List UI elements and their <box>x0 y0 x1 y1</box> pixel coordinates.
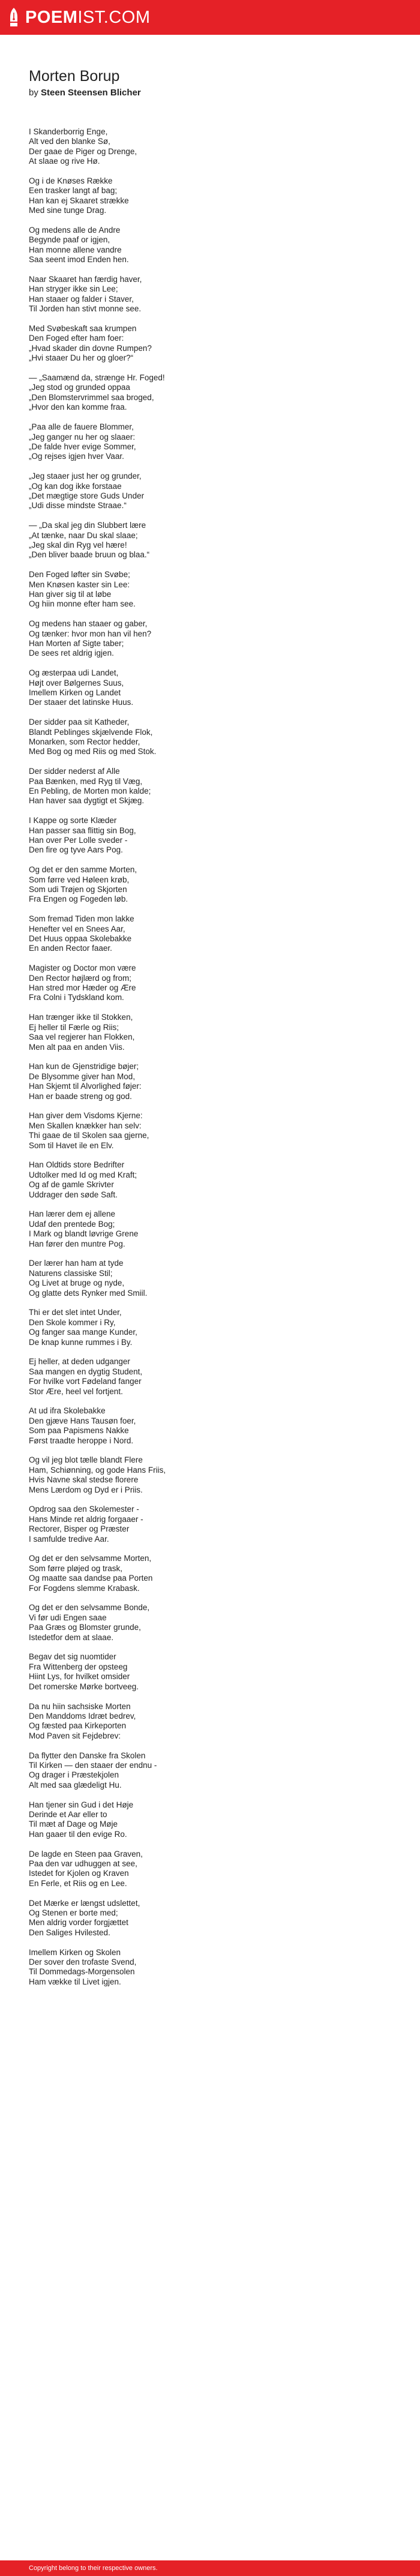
poem-line: Og det er den selvsamme Bonde, <box>29 1603 150 1613</box>
poem-line: Og Livet at bruge og nyde, <box>29 1278 125 1288</box>
logo-text <box>25 7 151 28</box>
poem-line: Han er baade streng og god. <box>29 1091 132 1101</box>
poem-line: Da nu hiin sachsiske Morten <box>29 1701 131 1711</box>
poem-line: En Ferle, et Riis og en Lee. <box>29 1878 127 1888</box>
poem-line: Han kan ej Skaaret strække <box>29 196 129 205</box>
poem-line: Det Huus oppaa Skolebakke <box>29 934 132 944</box>
poem-line: En anden Rector faaer. <box>29 944 112 953</box>
poem-line: Den Manddoms Idræt bedrev, <box>29 1711 136 1721</box>
poem-line: Thi er det slet intet Under, <box>29 1308 122 1317</box>
poem-line: Uddrager den søde Saft. <box>29 1190 118 1199</box>
stanza <box>29 767 391 806</box>
poem-body <box>29 127 391 1987</box>
stanza <box>29 1899 391 1938</box>
poem-line: Opdrog saa den Skolemester - <box>29 1505 139 1514</box>
poem-line: Den fire og tyve Aars Pog. <box>29 845 123 855</box>
poem-line: Han passer saa flittig sin Bog, <box>29 825 136 835</box>
poem-line: Vi før udi Engen saae <box>29 1613 107 1622</box>
author-link[interactable]: Steen Steensen Blicher <box>41 88 141 98</box>
poem-line: „At tænke, naar Du skal slaae; <box>29 530 138 540</box>
poem-line: Som til Havet ile en Elv. <box>29 1140 114 1150</box>
stanza <box>29 1505 391 1544</box>
poem-line: Rectorer, Bisper og Præster <box>29 1524 130 1534</box>
stanza <box>29 1111 391 1151</box>
poem-line: Som paa Papismens Nakke <box>29 1426 129 1436</box>
poem-line: Og fæsted paa Kirkeporten <box>29 1721 127 1731</box>
poem-line: Een trasker langt af bag; <box>29 186 118 196</box>
poem-line: Og vil jeg blot tælle blandt Flere <box>29 1455 143 1465</box>
poem-line: I Kappe og sorte Klæder <box>29 816 117 825</box>
stanza <box>29 816 391 855</box>
stanza <box>29 1062 391 1101</box>
poem-line: I Skanderborrig Enge, <box>29 127 108 136</box>
poem-line: De Blysomme giver han Mod, <box>29 1071 136 1081</box>
poem-line: „Den bliver baade bruun og blaa.“ <box>29 550 150 560</box>
poem-line: Først traadte heroppe i Nord. <box>29 1436 134 1445</box>
stanza <box>29 176 391 216</box>
stanza <box>29 963 391 1003</box>
poem-line: „Og kan dog ikke forstaae <box>29 481 122 491</box>
poem-line: Udtolker med Id og med Kraft; <box>29 1170 137 1179</box>
poem-line: Højt over Bølgernes Suus, <box>29 678 124 687</box>
poem-line: Som fremad Tiden mon lakke <box>29 914 134 924</box>
poem-line: Mod Paven sit Fejdebrev: <box>29 1731 121 1740</box>
logo-text-regular: IST.COM <box>77 8 151 27</box>
poem-line: Ham vække til Livet igjen. <box>29 1977 121 1986</box>
stanza <box>29 472 391 511</box>
poem-line: Fra Colni i Tydskland kom. <box>29 993 124 1002</box>
poem-line: Det Mærke er længst udslettet, <box>29 1898 140 1908</box>
stanza <box>29 373 391 413</box>
poem-line: Han gaaer til den evige Ro. <box>29 1829 127 1839</box>
poem-line: Som udi Trøjen og Skjorten <box>29 885 127 894</box>
poem-line: Han stryger ikke sin Lee; <box>29 284 118 294</box>
poem-line: Begynde paaf or igjen, <box>29 235 110 245</box>
poem-line: Saa mangen en dygtig Student, <box>29 1367 143 1376</box>
logo-text-bold: POEM <box>25 8 78 27</box>
poem-line: Og fanger saa mange Kunder, <box>29 1328 137 1337</box>
poem-line: „De falde hver evige Sommer, <box>29 442 136 451</box>
poem-line: Der sidder paa sit Katheder, <box>29 717 130 727</box>
poem-line: Der staaer det latinske Huus. <box>29 698 134 707</box>
poem-line: Mens Lærdom og Dyd er i Priis. <box>29 1485 143 1494</box>
poem-line: Den Skole kommer i Ry, <box>29 1317 116 1327</box>
poem-line: Saa seent imod Enden hen. <box>29 255 129 265</box>
poem-line: Magister og Doctor mon være <box>29 963 136 973</box>
stanza <box>29 1702 391 1742</box>
poem-line: Den Foged løfter sin Svøbe; <box>29 570 130 580</box>
stanza <box>29 1209 391 1249</box>
poem-line: „Jeg ganger nu her og slaaer: <box>29 432 136 442</box>
poem-line: Imellem Kirken og Skolen <box>29 1947 121 1957</box>
stanza <box>29 570 391 610</box>
poem-line: Paa Bænken, med Ryg til Væg, <box>29 776 143 786</box>
stanza <box>29 668 391 708</box>
poem-line: Begav det sig nuomtider <box>29 1652 116 1662</box>
stanza <box>29 1406 391 1446</box>
poem-line: Henefter vel en Snees Aar, <box>29 924 125 933</box>
poem-line: At ud ifra Skolebakke <box>29 1406 106 1416</box>
poem-line: Den Rector højlærd og from; <box>29 973 132 983</box>
poem-line: Til mæt af Dage og Møje <box>29 1820 118 1829</box>
poem-line: Udaf den prentede Bog; <box>29 1219 115 1229</box>
poem-line: De lagde en Steen paa Graven, <box>29 1849 143 1859</box>
poem-line: Han trænger ikke til Stokken, <box>29 1013 133 1022</box>
poem-line: Som førre pløjed og trask, <box>29 1563 123 1573</box>
poem-line: Men Knøsen kaster sin Lee: <box>29 580 130 589</box>
stanza <box>29 521 391 560</box>
poem-line: Han kun de Gjenstridige bøjer; <box>29 1062 139 1071</box>
poem-line: Istedet for Kjolen og Kraven <box>29 1869 129 1878</box>
footer <box>0 2560 420 2576</box>
poem-line: Stor Ære, heel vel fortjent. <box>29 1386 123 1396</box>
byline <box>29 86 391 100</box>
poem-line: Til Kirken — den staaer der endnu - <box>29 1760 157 1770</box>
poem-line: Med Bog og med Riis og med Stok. <box>29 747 157 756</box>
poem-line: Og det er den samme Morten, <box>29 865 137 875</box>
poem-line: — „Saamænd da, strænge Hr. Foged! <box>29 373 165 383</box>
stanza <box>29 324 391 364</box>
stanza <box>29 717 391 757</box>
poem-line: Imellem Kirken og Landet <box>29 687 121 697</box>
poem-line: De knap kunne rummes i By. <box>29 1337 133 1347</box>
poem-line: Thi gaae de til Skolen saa gjerne, <box>29 1131 149 1140</box>
poem-line: Han monne allene vandre <box>29 245 122 254</box>
poem-line: Den gjæve Hans Tausøn foer, <box>29 1416 136 1425</box>
stanza <box>29 1751 391 1791</box>
poem-line: Med sine tunge Drag. <box>29 206 107 215</box>
poem-line: Og i de Knøses Række <box>29 176 113 186</box>
stanza <box>29 127 391 167</box>
poem-line: Han haver saa dygtigt et Skjæg. <box>29 796 145 806</box>
poem-line: Han stred mor Hæder og Ære <box>29 983 136 993</box>
poem-line: „Den Blomstervrimmel saa broged, <box>29 392 154 402</box>
poem-line: Han giver sig til at løbe <box>29 589 112 599</box>
poem-line: Han over Per Lolle sveder - <box>29 836 128 845</box>
poem-line: Ej heller, at deden udganger <box>29 1357 130 1367</box>
poem-line: Den Foged efter ham foer: <box>29 334 124 343</box>
poem-line: Blandt Peblinges skjælvende Flok, <box>29 727 153 737</box>
poem-line: Og tænker: hvor mon han vil hen? <box>29 629 152 638</box>
poem-line: Men Skallen knækker han selv: <box>29 1121 142 1130</box>
stanza <box>29 1308 391 1347</box>
poem-line: Han Skjemt til Alvorlighed føjer: <box>29 1082 142 1091</box>
poem-line: „Og rejses igjen hver Vaar. <box>29 452 124 461</box>
poem-line: „Jeg staaer just her og grunder, <box>29 472 142 481</box>
poem-line: Hvis Navne skal stedse florere <box>29 1475 139 1485</box>
poem-line: Og det er den selvsamme Morten, <box>29 1554 152 1563</box>
site-logo[interactable] <box>8 7 151 28</box>
poem-line: Saa vel regjerer han Flokken, <box>29 1032 135 1042</box>
poem-line: Ej heller til Færle og Riis; <box>29 1022 119 1032</box>
poem-line: Og æsterpaa udi Landet, <box>29 668 119 678</box>
poem-line: Der gaae de Piger og Drenge, <box>29 146 137 156</box>
poem-line: Og glatte dets Rynker med Smiil. <box>29 1288 148 1298</box>
poem-line: „Hvad skader din dovne Rumpen? <box>29 343 152 353</box>
stanza <box>29 275 391 314</box>
stanza <box>29 1603 391 1643</box>
poem-line: Alt ved den blanke Sø, <box>29 137 110 146</box>
stanza <box>29 1160 391 1200</box>
poem-line: Og medens han staaer og gaber, <box>29 619 148 629</box>
poem-line: „Hvi staaer Du her og gloer?“ <box>29 353 134 363</box>
poem-line: I samfulde tredive Aar. <box>29 1534 109 1544</box>
poem-line: For hvilke vort Fødeland fanger <box>29 1377 142 1386</box>
poem-line: Han fører den muntre Pog. <box>29 1239 125 1248</box>
poem-line: Ham, Schiønning, og gode Hans Friis, <box>29 1465 166 1475</box>
poem-line: Men aldrig vorder forgjættet <box>29 1918 128 1928</box>
stanza <box>29 1013 391 1052</box>
poem-line: Han Oldtids store Bedrifter <box>29 1160 125 1170</box>
poem-line: Han giver dem Visdoms Kjerne: <box>29 1111 143 1121</box>
stanza <box>29 619 391 659</box>
poem-line: Han Morten af Sigte taber; <box>29 638 124 648</box>
poem-line: Og maatte saa dandse paa Porten <box>29 1574 153 1583</box>
poem-content <box>29 67 391 1997</box>
poem-line: Alt med saa glædeligt Hu. <box>29 1780 122 1790</box>
poem-line: Men alt paa en anden Viis. <box>29 1042 125 1052</box>
poem-line: Og medens alle de Andre <box>29 226 121 235</box>
poem-line: Det romerske Mørke bortveeg. <box>29 1682 139 1691</box>
pen-nib-icon <box>8 7 19 28</box>
poem-line: Og af de gamle Skrivter <box>29 1180 114 1190</box>
poem-line: At slaae og rive Hø. <box>29 157 100 166</box>
poem-line: Han staaer og falder i Staver, <box>29 294 134 304</box>
poem-line: Den Saliges Hvilested. <box>29 1928 110 1937</box>
stanza <box>29 1948 391 1987</box>
poem-line: „Det mægtige store Guds Under <box>29 491 145 500</box>
by-label: by <box>29 88 38 98</box>
poem-line: Paa den var udhuggen at see, <box>29 1859 137 1868</box>
stanza <box>29 1652 391 1692</box>
stanza <box>29 1554 391 1593</box>
poem-line: Og drager i Præstekjolen <box>29 1770 119 1780</box>
stanza <box>29 1800 391 1840</box>
poem-line: I Mark og blandt løvrige Grene <box>29 1229 139 1239</box>
poem-line: „Hvor den kan komme fraa. <box>29 403 127 412</box>
poem-line: — „Da skal jeg din Slubbert lære <box>29 521 146 530</box>
poem-title: Morten Borup <box>29 68 120 85</box>
copyright-text: Copyright belong to their respective owners. <box>29 2565 158 2572</box>
poem-line: Istedetfor dem at slaae. <box>29 1632 114 1642</box>
poem-line: „Udi disse mindste Straae.“ <box>29 501 127 511</box>
poem-line: Til Jorden han stivt monne see. <box>29 304 142 314</box>
poem-line: Der lærer han ham at tyde <box>29 1259 124 1268</box>
poem-line: „Jeg skal din Ryg vel hære! <box>29 540 127 550</box>
poem-line: Naturens classiske Stil; <box>29 1268 113 1278</box>
stanza <box>29 1357 391 1397</box>
poem-line: Paa Græs og Blomster grunde, <box>29 1623 141 1632</box>
poem-line: Derinde et Aar eller to <box>29 1809 107 1819</box>
stanza <box>29 914 391 954</box>
stanza <box>29 865 391 905</box>
poem-line: Som førre ved Høleen krøb, <box>29 875 130 884</box>
poem-line: En Pebling, de Morten mon kalde; <box>29 786 151 796</box>
poem-line: Og hiin monne efter ham see. <box>29 599 136 609</box>
poem-line: Der sidder nederst af Alle <box>29 767 120 776</box>
stanza <box>29 1455 391 1495</box>
stanza <box>29 1850 391 1889</box>
poem-line: „Jeg stod og grunded oppaa <box>29 383 130 392</box>
poem-line: Da flytter den Danske fra Skolen <box>29 1751 146 1760</box>
poem-line: Hiint Lys, for hvilket omsider <box>29 1672 130 1682</box>
poem-line: Med Svøbeskaft saa krumpen <box>29 324 137 334</box>
stanza <box>29 422 391 462</box>
poem-line: Fra Engen og Fogeden løb. <box>29 894 128 904</box>
poem-line: For Fogdens slemme Krabask. <box>29 1583 140 1593</box>
poem-line: Han lærer dem ej allene <box>29 1209 116 1219</box>
top-bar <box>0 0 420 35</box>
poem-line: De sees ret aldrig igjen. <box>29 648 114 658</box>
poem-line: Der sover den trofaste Svend, <box>29 1957 137 1966</box>
poem-line: Fra Wittenberg der opsteeg <box>29 1662 128 1671</box>
stanza <box>29 1259 391 1298</box>
poem-line: Naar Skaaret han færdig haver, <box>29 275 142 284</box>
poem-line: Til Dommedags-Morgensolen <box>29 1967 135 1977</box>
stanza <box>29 226 391 265</box>
poem-line: Monarken, som Rector hedder, <box>29 737 140 746</box>
poem-line: „Paa alle de fauere Blommer, <box>29 422 134 432</box>
poem-line: Hans Minde ret aldrig forgaaer - <box>29 1514 143 1524</box>
poem-line: Og Stenen er borte med; <box>29 1908 118 1917</box>
poem-line: Han tjener sin Gud i det Høje <box>29 1800 134 1809</box>
